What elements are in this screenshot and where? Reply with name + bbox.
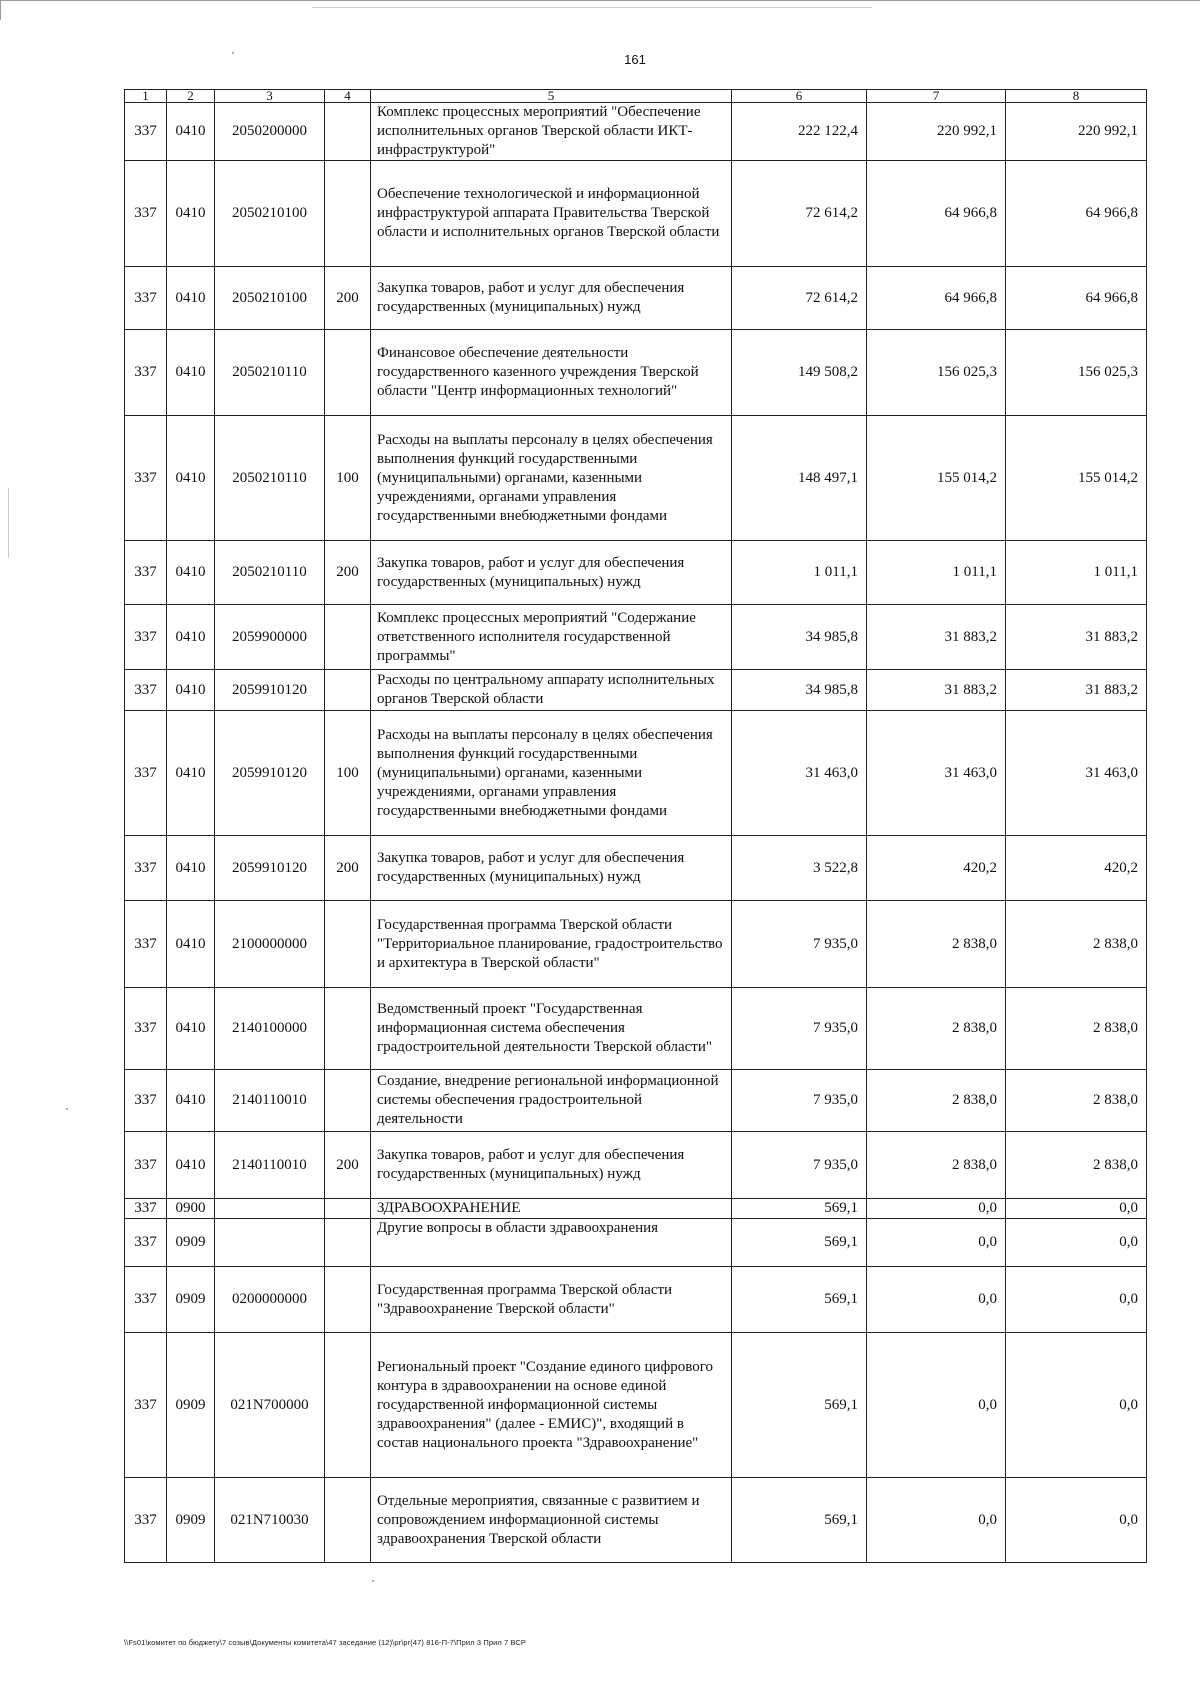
amount-col7: 155 014,2 [867,416,1006,541]
amount-col6: 72 614,2 [732,267,867,330]
section-code: 0410 [167,330,215,416]
section-code: 0410 [167,836,215,901]
table-row [125,1132,1147,1199]
table-row [125,161,1147,267]
amount-col8: 2 838,0 [1006,988,1147,1070]
section-code: 0410 [167,901,215,988]
table-row [125,541,1147,605]
ministry-code: 337 [125,1070,167,1132]
expense-type-code: 200 [325,1132,371,1199]
item-description: Государственная программа Тверской области "Здравоохранение Тверской области" [371,1267,732,1333]
amount-col6: 7 935,0 [732,901,867,988]
item-description: Ведомственный проект "Государственная информационная система обеспечения градостроительной деятельности Тверской области" [371,988,732,1070]
amount-col7: 64 966,8 [867,267,1006,330]
ministry-code: 337 [125,901,167,988]
table-row [125,1219,1147,1267]
table-row [125,330,1147,416]
amount-col7: 156 025,3 [867,330,1006,416]
ministry-code: 337 [125,541,167,605]
amount-col8: 31 463,0 [1006,711,1147,836]
item-description: Финансовое обеспечение деятельности государственного казенного учреждения Тверской области "Центр информационных технологий" [371,330,732,416]
table-row [125,711,1147,836]
table-row [125,901,1147,988]
amount-col8: 0,0 [1006,1333,1147,1478]
amount-col8: 420,2 [1006,836,1147,901]
amount-col7: 0,0 [867,1199,1006,1219]
table-row [125,1199,1147,1219]
amount-col8: 0,0 [1006,1219,1147,1267]
section-code: 0410 [167,416,215,541]
item-description: Расходы по центральному аппарату исполнительных органов Тверской области [371,670,732,711]
item-description: Государственная программа Тверской области "Территориальное планирование, градостроительство и архитектура в Тверской области" [371,901,732,988]
ministry-code: 337 [125,1478,167,1563]
table-row [125,1070,1147,1132]
table-row [125,988,1147,1070]
item-description: Обеспечение технологической и информационной инфраструктурой аппарата Правительства Тверской области и исполнительных органов Тверской области [371,161,732,267]
section-code: 0410 [167,1070,215,1132]
target-article-code: 0200000000 [215,1267,325,1333]
item-description: Комплекс процессных мероприятий "Содержание ответственного исполнителя государственной программы" [371,605,732,670]
target-article-code: 2059910120 [215,711,325,836]
section-code: 0410 [167,541,215,605]
speck [372,1580,374,1582]
ministry-code: 337 [125,988,167,1070]
table-row [125,103,1147,161]
amount-col8: 0,0 [1006,1267,1147,1333]
expense-type-code: 200 [325,836,371,901]
table-row [125,416,1147,541]
target-article-code: 2050210110 [215,330,325,416]
amount-col8: 2 838,0 [1006,901,1147,988]
amount-col6: 222 122,4 [732,103,867,161]
amount-col6: 31 463,0 [732,711,867,836]
expense-type-code [325,1070,371,1132]
section-code: 0909 [167,1219,215,1267]
ministry-code: 337 [125,1132,167,1199]
column-number: 2 [167,90,215,103]
scan-edge-line [8,488,9,558]
column-number: 4 [325,90,371,103]
file-path-footer: \\Fs01\комитет по бюджету\7 созыв\Документы комитета\47 заседание (12)\pr\pr(47) 816-П-7\Прил 3 Прил 7 ВСР [124,1638,526,1647]
amount-col6: 7 935,0 [732,1070,867,1132]
amount-col8: 64 966,8 [1006,267,1147,330]
table-row [125,1267,1147,1333]
ministry-code: 337 [125,1219,167,1267]
target-article-code: 2050200000 [215,103,325,161]
expense-type-code [325,161,371,267]
amount-col8: 0,0 [1006,1478,1147,1563]
amount-col7: 31 883,2 [867,670,1006,711]
amount-col8: 2 838,0 [1006,1132,1147,1199]
amount-col7: 1 011,1 [867,541,1006,605]
expense-type-code [325,670,371,711]
target-article-code: 021N710030 [215,1478,325,1563]
ministry-code: 337 [125,267,167,330]
amount-col6: 569,1 [732,1333,867,1478]
amount-col7: 420,2 [867,836,1006,901]
item-description: Расходы на выплаты персоналу в целях обеспечения выполнения функций государственными (муниципальными) органами, казенными учреждениями, органами управления государственными внебюджетными фондами [371,711,732,836]
column-number: 6 [732,90,867,103]
table-row [125,836,1147,901]
scan-edge-line [312,7,872,8]
section-code: 0410 [167,267,215,330]
target-article-code: 2059910120 [215,670,325,711]
item-description: Региональный проект "Создание единого цифрового контура в здравоохранении на основе единой государственной информационной системы здравоохранения" (далее - ЕМИС)", входящий в состав национального проекта "Здравоохранение" [371,1333,732,1478]
expense-type-code: 200 [325,541,371,605]
section-code: 0410 [167,161,215,267]
column-number: 3 [215,90,325,103]
budget-table [124,89,1147,1563]
amount-col6: 34 985,8 [732,670,867,711]
amount-col6: 569,1 [732,1478,867,1563]
scan-edge-line [0,0,1,20]
section-code: 0909 [167,1478,215,1563]
target-article-code: 2050210100 [215,267,325,330]
amount-col7: 2 838,0 [867,1070,1006,1132]
target-article-code: 2059910120 [215,836,325,901]
ministry-code: 337 [125,711,167,836]
section-code: 0900 [167,1199,215,1219]
section-code: 0410 [167,1132,215,1199]
expense-type-code: 100 [325,416,371,541]
amount-col7: 31 463,0 [867,711,1006,836]
page-number: 161 [624,52,646,67]
table-row [125,605,1147,670]
expense-type-code [325,330,371,416]
ministry-code: 337 [125,836,167,901]
item-description: Другие вопросы в области здравоохранения [371,1219,732,1267]
amount-col6: 569,1 [732,1199,867,1219]
amount-col7: 0,0 [867,1478,1006,1563]
target-article-code: 2140100000 [215,988,325,1070]
item-description: Закупка товаров, работ и услуг для обеспечения государственных (муниципальных) нужд [371,541,732,605]
target-article-code [215,1219,325,1267]
amount-col7: 2 838,0 [867,988,1006,1070]
column-number-row [125,90,1147,103]
amount-col6: 7 935,0 [732,988,867,1070]
table-row [125,1333,1147,1478]
scan-edge-line [0,0,1200,1]
amount-col7: 0,0 [867,1333,1006,1478]
amount-col8: 1 011,1 [1006,541,1147,605]
amount-col6: 1 011,1 [732,541,867,605]
expense-type-code [325,1199,371,1219]
target-article-code: 2100000000 [215,901,325,988]
amount-col6: 149 508,2 [732,330,867,416]
ministry-code: 337 [125,605,167,670]
expense-type-code [325,1333,371,1478]
amount-col7: 2 838,0 [867,1132,1006,1199]
item-description: ЗДРАВООХРАНЕНИЕ [371,1199,732,1219]
speck [66,1108,68,1110]
amount-col8: 31 883,2 [1006,605,1147,670]
item-description: Расходы на выплаты персоналу в целях обеспечения выполнения функций государственными (муниципальными) органами, казенными учреждениями, органами управления государственными внебюджетными фондами [371,416,732,541]
amount-col6: 569,1 [732,1267,867,1333]
expense-type-code [325,1267,371,1333]
target-article-code [215,1199,325,1219]
ministry-code: 337 [125,670,167,711]
section-code: 0410 [167,711,215,836]
expense-type-code [325,988,371,1070]
amount-col6: 569,1 [732,1219,867,1267]
amount-col6: 148 497,1 [732,416,867,541]
amount-col7: 220 992,1 [867,103,1006,161]
expense-type-code [325,1219,371,1267]
item-description: Комплекс процессных мероприятий "Обеспечение исполнительных органов Тверской области ИКТ-инфраструктурой" [371,103,732,161]
target-article-code: 2050210110 [215,541,325,605]
expense-type-code [325,901,371,988]
item-description: Создание, внедрение региональной информационной системы обеспечения градостроительной деятельности [371,1070,732,1132]
expense-type-code [325,605,371,670]
ministry-code: 337 [125,161,167,267]
section-code: 0909 [167,1267,215,1333]
item-description: Закупка товаров, работ и услуг для обеспечения государственных (муниципальных) нужд [371,836,732,901]
amount-col7: 0,0 [867,1219,1006,1267]
target-article-code: 2059900000 [215,605,325,670]
item-description: Закупка товаров, работ и услуг для обеспечения государственных (муниципальных) нужд [371,267,732,330]
expense-type-code: 200 [325,267,371,330]
target-article-code: 2050210110 [215,416,325,541]
item-description: Закупка товаров, работ и услуг для обеспечения государственных (муниципальных) нужд [371,1132,732,1199]
column-number: 8 [1006,90,1147,103]
section-code: 0410 [167,103,215,161]
expense-type-code: 100 [325,711,371,836]
section-code: 0410 [167,988,215,1070]
amount-col8: 64 966,8 [1006,161,1147,267]
target-article-code: 2140110010 [215,1132,325,1199]
expense-type-code [325,103,371,161]
table-row [125,267,1147,330]
ministry-code: 337 [125,1267,167,1333]
target-article-code: 021N700000 [215,1333,325,1478]
amount-col7: 0,0 [867,1267,1006,1333]
target-article-code: 2140110010 [215,1070,325,1132]
ministry-code: 337 [125,1333,167,1478]
amount-col7: 64 966,8 [867,161,1006,267]
ministry-code: 337 [125,330,167,416]
section-code: 0410 [167,670,215,711]
amount-col7: 2 838,0 [867,901,1006,988]
item-description: Отдельные мероприятия, связанные с развитием и сопровождением информационной системы здравоохранения Тверской области [371,1478,732,1563]
amount-col8: 155 014,2 [1006,416,1147,541]
target-article-code: 2050210100 [215,161,325,267]
amount-col6: 72 614,2 [732,161,867,267]
ministry-code: 337 [125,416,167,541]
section-code: 0909 [167,1333,215,1478]
amount-col6: 7 935,0 [732,1132,867,1199]
expense-type-code [325,1478,371,1563]
table-row [125,1478,1147,1563]
amount-col6: 3 522,8 [732,836,867,901]
amount-col8: 31 883,2 [1006,670,1147,711]
amount-col8: 220 992,1 [1006,103,1147,161]
section-code: 0410 [167,605,215,670]
table-row [125,670,1147,711]
amount-col8: 2 838,0 [1006,1070,1147,1132]
amount-col8: 0,0 [1006,1199,1147,1219]
ministry-code: 337 [125,1199,167,1219]
column-number: 7 [867,90,1006,103]
column-number: 1 [125,90,167,103]
column-number: 5 [371,90,732,103]
amount-col7: 31 883,2 [867,605,1006,670]
amount-col8: 156 025,3 [1006,330,1147,416]
ministry-code: 337 [125,103,167,161]
amount-col6: 34 985,8 [732,605,867,670]
